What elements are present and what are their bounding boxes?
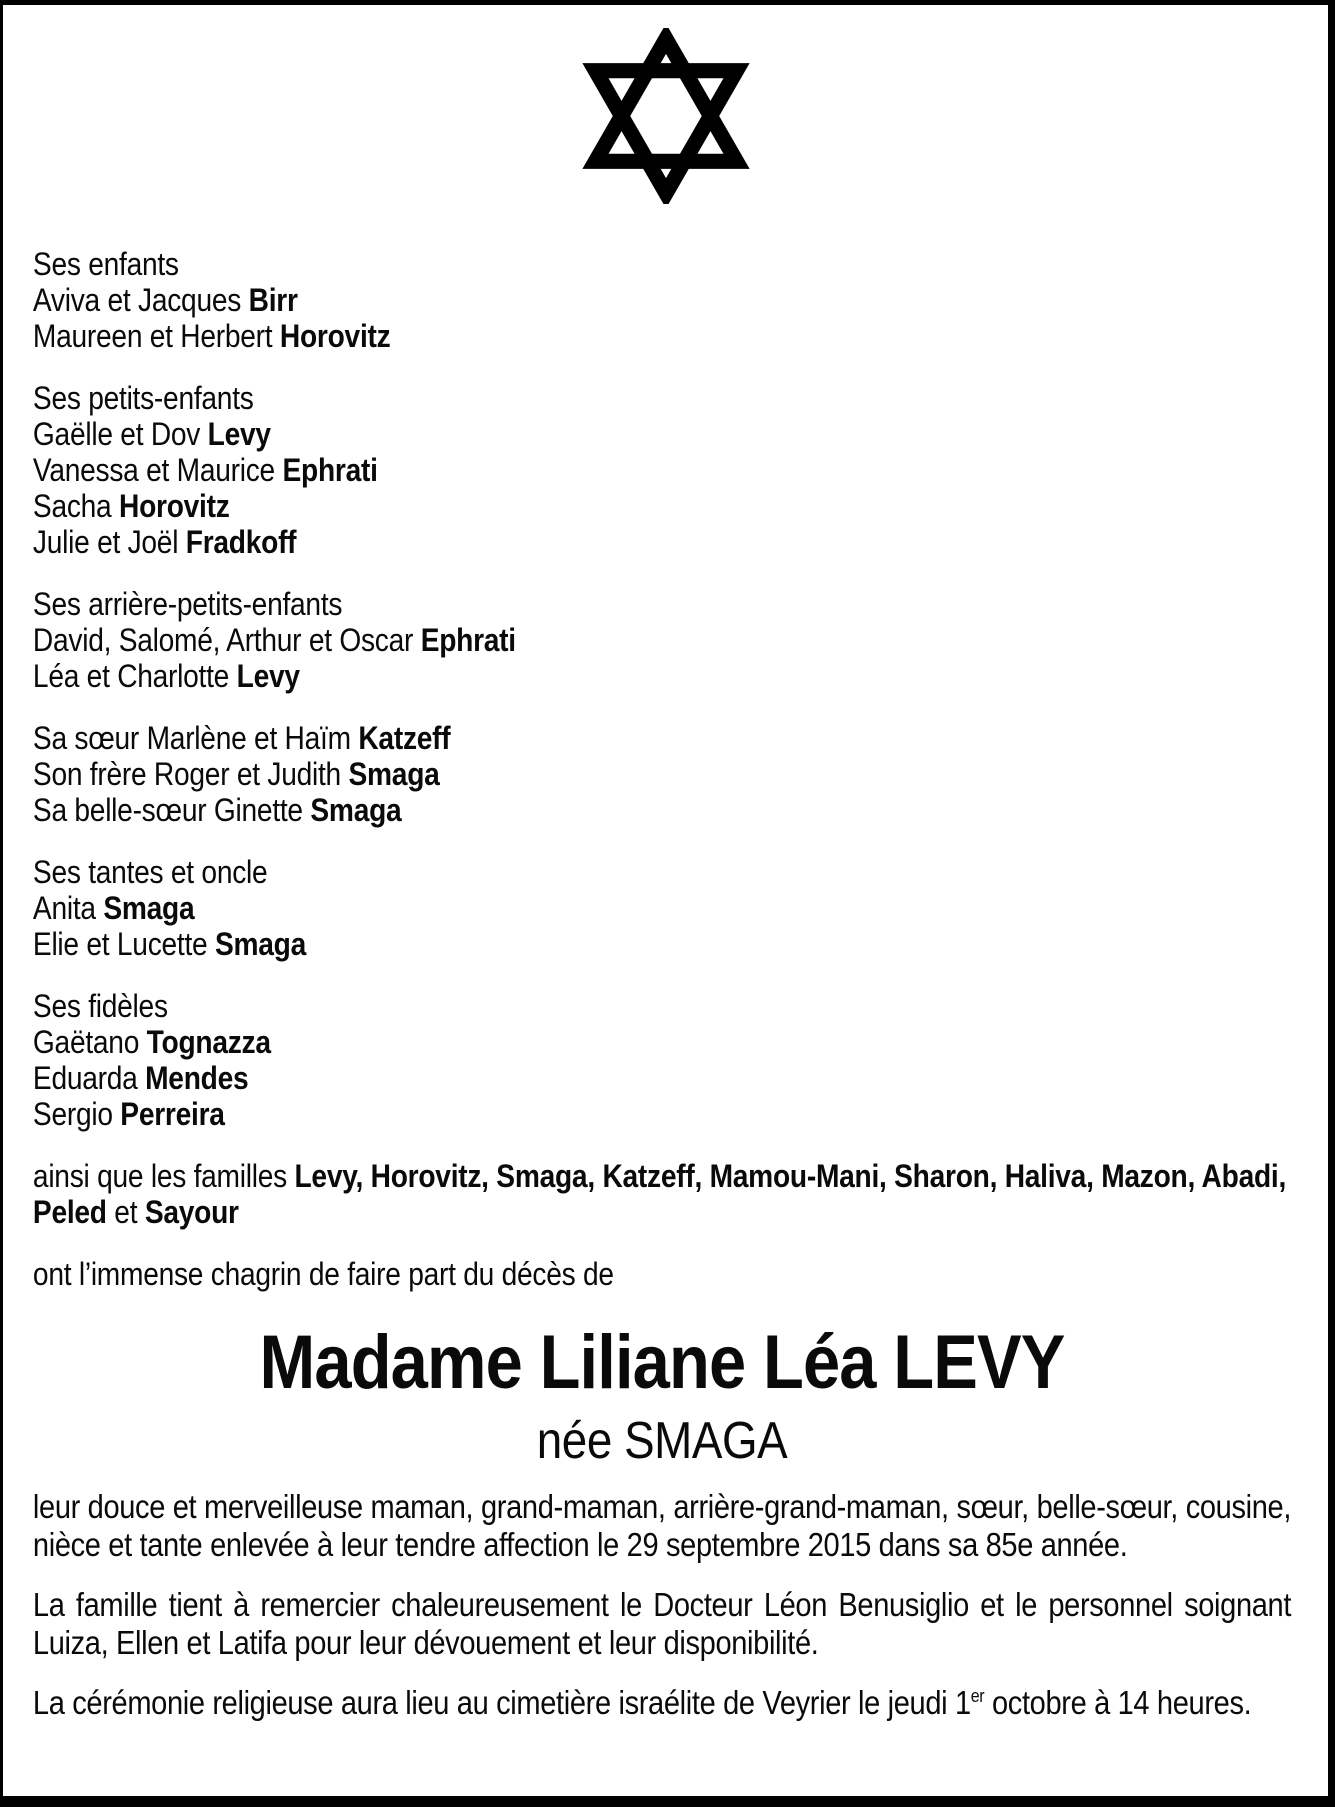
surname-bold: Horovitz xyxy=(279,318,391,354)
name-text: Sergio xyxy=(32,1096,121,1132)
name-text: Vanessa et Maurice xyxy=(32,452,283,488)
surname-bold: Smaga xyxy=(310,792,402,828)
name-text: Ses enfants xyxy=(32,246,179,282)
surname-bold: Birr xyxy=(248,282,298,318)
surname-bold: Ephrati xyxy=(420,622,516,658)
name-text: Son frère Roger et Judith xyxy=(32,756,349,792)
name-text: Anita xyxy=(32,890,104,926)
name-text: Léa et Charlotte xyxy=(32,658,237,694)
surname-bold: Levy xyxy=(207,416,271,452)
name-text: Ses tantes et oncle xyxy=(32,854,268,890)
name-line xyxy=(33,890,1291,926)
surname-bold: Fradkoff xyxy=(185,524,297,560)
name-line xyxy=(33,1256,1291,1292)
ordinal-superscript: er xyxy=(970,1686,985,1706)
surname-bold: Mendes xyxy=(145,1060,249,1096)
name-text: Ses arrière-petits-enfants xyxy=(32,586,343,622)
name-text: Ses petits-enfants xyxy=(32,380,254,416)
name-line xyxy=(33,318,1291,354)
family-group-chagrin xyxy=(33,1256,1291,1292)
surname-bold: Katzeff xyxy=(358,720,451,756)
surname-bold: Ephrati xyxy=(282,452,378,488)
star-of-david-icon xyxy=(3,28,1328,204)
name-text: ont l’immense chagrin de faire part du décès de xyxy=(32,1256,614,1292)
name-text: Elie et Lucette xyxy=(32,926,215,962)
family-group-fideles xyxy=(33,988,1291,1132)
family-group-petits-enfants xyxy=(33,380,1291,560)
surname-bold: Smaga xyxy=(214,926,307,962)
name-line xyxy=(33,792,1291,828)
surname-bold: Smaga xyxy=(103,890,195,926)
tribute-paragraph: leur douce et merveilleuse maman, grand-maman, arrière-grand-maman, sœur, belle-sœur, cousine, nièce et tante enlevée à leur tendre affection le 29 septembre 2015 dans sa 85e année. xyxy=(32,1488,1292,1563)
surname-bold: Perreira xyxy=(120,1096,225,1132)
name-text: Maureen et Herbert xyxy=(32,318,280,354)
name-line xyxy=(33,622,1291,658)
family-group-arriere-petits-enfants xyxy=(33,586,1291,694)
name-line xyxy=(33,586,1291,622)
name-text: Sa sœur Marlène et Haïm xyxy=(32,720,359,756)
family-group-familles xyxy=(33,1158,1291,1230)
ceremony-text-end: octobre à 14 heures. xyxy=(984,1684,1252,1721)
ceremony-text-start: La cérémonie religieuse aura lieu au cimetière israélite de Veyrier le jeudi 1 xyxy=(32,1684,971,1721)
surname-bold: Sayour xyxy=(144,1194,239,1230)
name-text: et xyxy=(106,1194,145,1230)
name-text: Sacha xyxy=(32,488,120,524)
name-line xyxy=(33,416,1291,452)
name-line xyxy=(33,658,1291,694)
thanks-paragraph: La famille tient à remercier chaleureusement le Docteur Léon Benusiglio et le personnel soignant Luiza, Ellen et Latifa pour leur dévouement et leur disponibilité. xyxy=(32,1586,1292,1661)
name-text: Julie et Joël xyxy=(32,524,186,560)
name-text: Aviva et Jacques xyxy=(32,282,249,318)
name-line xyxy=(33,854,1291,890)
name-line xyxy=(33,926,1291,962)
name-text: ainsi que les familles xyxy=(32,1158,295,1194)
name-line xyxy=(33,246,1291,282)
name-text: Gaëlle et Dov xyxy=(32,416,208,452)
name-line xyxy=(33,282,1291,318)
name-line xyxy=(33,1060,1291,1096)
surname-bold: Tognazza xyxy=(146,1024,271,1060)
name-line xyxy=(33,1024,1291,1060)
name-line xyxy=(33,524,1291,560)
name-text: David, Salomé, Arthur et Oscar xyxy=(32,622,421,658)
name-text: Sa belle-sœur Ginette xyxy=(32,792,311,828)
name-line xyxy=(33,988,1291,1024)
maiden-name: née SMAGA xyxy=(536,1412,788,1470)
surname-bold: Levy xyxy=(236,658,300,694)
name-line xyxy=(33,488,1291,524)
name-line xyxy=(33,720,1291,756)
family-group-enfants xyxy=(33,246,1291,354)
name-line xyxy=(33,380,1291,416)
surname-bold: Levy, Horovitz, Smaga, Katzeff, Mamou-Mani, Sharon, Haliva, Mazon, Abadi, Peled xyxy=(32,1158,1287,1230)
surname-bold: Horovitz xyxy=(119,488,230,524)
family-groups xyxy=(33,246,1291,1292)
family-group-fratrie xyxy=(33,720,1291,828)
surname-bold: Smaga xyxy=(348,756,440,792)
ceremony-paragraph xyxy=(33,1684,1291,1722)
name-line xyxy=(33,1096,1291,1132)
name-line xyxy=(33,1158,1291,1230)
name-text: Gaëtano xyxy=(32,1024,147,1060)
deceased-name: Madame Liliane Léa LEVY xyxy=(259,1320,1065,1405)
name-line xyxy=(33,756,1291,792)
name-text: Eduarda xyxy=(32,1060,146,1096)
name-text: Ses fidèles xyxy=(32,988,168,1024)
notice-body xyxy=(3,246,1328,1722)
star-of-david-svg xyxy=(582,28,750,204)
name-line xyxy=(33,452,1291,488)
family-group-tantes-et-oncle xyxy=(33,854,1291,962)
